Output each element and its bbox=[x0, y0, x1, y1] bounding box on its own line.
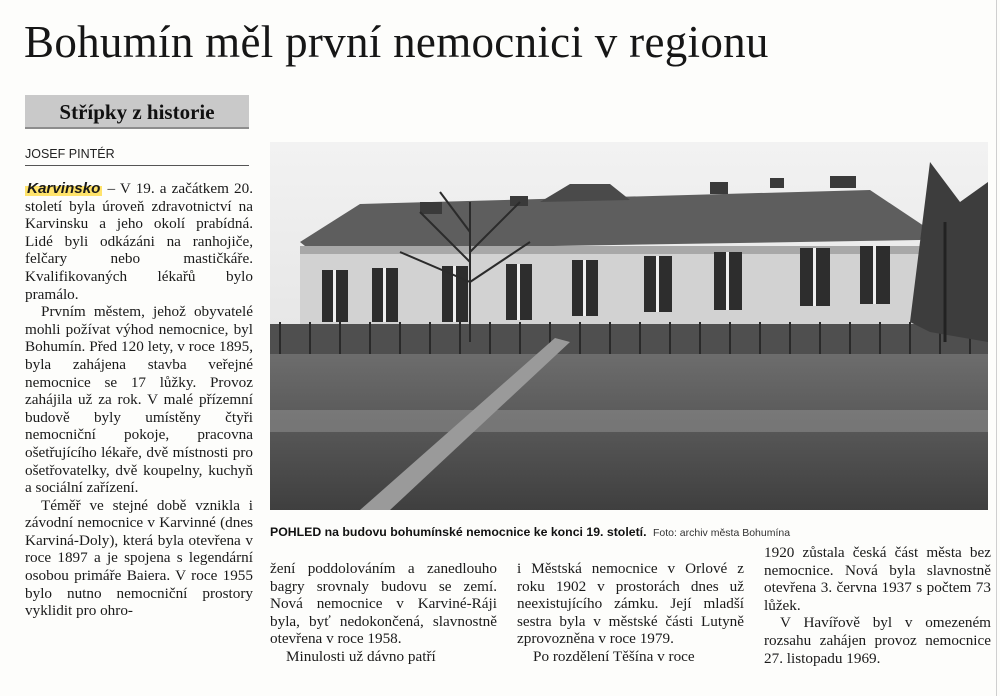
text-column-4 bbox=[764, 544, 991, 667]
paragraph bbox=[25, 180, 253, 303]
hospital-photo bbox=[270, 142, 988, 510]
paragraph: Prvním městem, jehož obyvatelé mohli požívat výhod nemocnice, byl Bohumín. Před 120 lety, v roce 1895, byla zahájena stavba veřejné nemocnice se 17 lůžky. Provoz zahájila už za rok. V malé přízemní budově byly umístěny čtyři nemocniční pokoje, pracovna ošetřujícího lékaře, dvě místnosti pro ošetřovatelky, dvě koupelny, kuchyň a sociální zařízení. bbox=[25, 303, 253, 497]
article-headline: Bohumín měl první nemocnici v regionu bbox=[24, 17, 769, 67]
text-column-2 bbox=[270, 560, 497, 666]
text-column-1 bbox=[25, 180, 253, 620]
paragraph: žení poddolováním a zanedlouho bagry srovnaly budovu se zemí. Nová nemocnice v Karviné-Ráji byla, byť nedokončená, slavnostně otevřena v roce 1958. bbox=[270, 560, 497, 648]
paragraph: 1920 zůstala česká část města bez nemocnice. Nová byla slavnostně otevřena 3. června 1937 s počtem 73 lůžek. bbox=[764, 544, 991, 614]
author-byline: JOSEF PINTÉR bbox=[25, 147, 249, 166]
caption-text: POHLED na budovu bohumínské nemocnice ke konci 19. století. bbox=[270, 525, 647, 539]
page-edge bbox=[996, 0, 997, 696]
paragraph: V Havířově byl v omezeném rozsahu zahájen provoz nemocnice 27. listopadu 1969. bbox=[764, 614, 991, 667]
text-column-3 bbox=[517, 560, 744, 666]
section-rubric: Střípky z historie bbox=[25, 95, 249, 129]
paragraph: Minulosti už dávno patří bbox=[286, 647, 436, 665]
photo-caption bbox=[270, 525, 990, 539]
paragraph: i Městská nemocnice v Orlové z roku 1902 v prostorách dnes už neexistujícího zámku. Její mladší sestra byla v městské části Lutyně zprovozněna v roce 1979. bbox=[517, 560, 744, 648]
photo-credit: Foto: archiv města Bohumína bbox=[652, 527, 791, 539]
photo-illustration bbox=[270, 142, 988, 510]
paragraph-text: – V 19. a začátkem 20. století byla úroveň zdravotnictví na Karvinsku a jeho okolí prabídná. Lidé byli odkázáni na ranhojiče, felčary nebo mastičkáře. Kvalifikovaných lékařů bylo pramálo. bbox=[25, 180, 253, 303]
paragraph: Po rozdělení Těšína v roce bbox=[533, 647, 695, 665]
dateline-place: Karvinsko bbox=[27, 180, 101, 197]
paragraph: Téměř ve stejné době vznikla i závodní nemocnice v Karvinné (dnes Karviná-Doly), která byla otevřena v roce 1897 a je spojena s legendární osobou primáře Baiera. V roce 1955 bylo nutno nemocniční prostory vyklidit pro ohro- bbox=[25, 496, 253, 620]
